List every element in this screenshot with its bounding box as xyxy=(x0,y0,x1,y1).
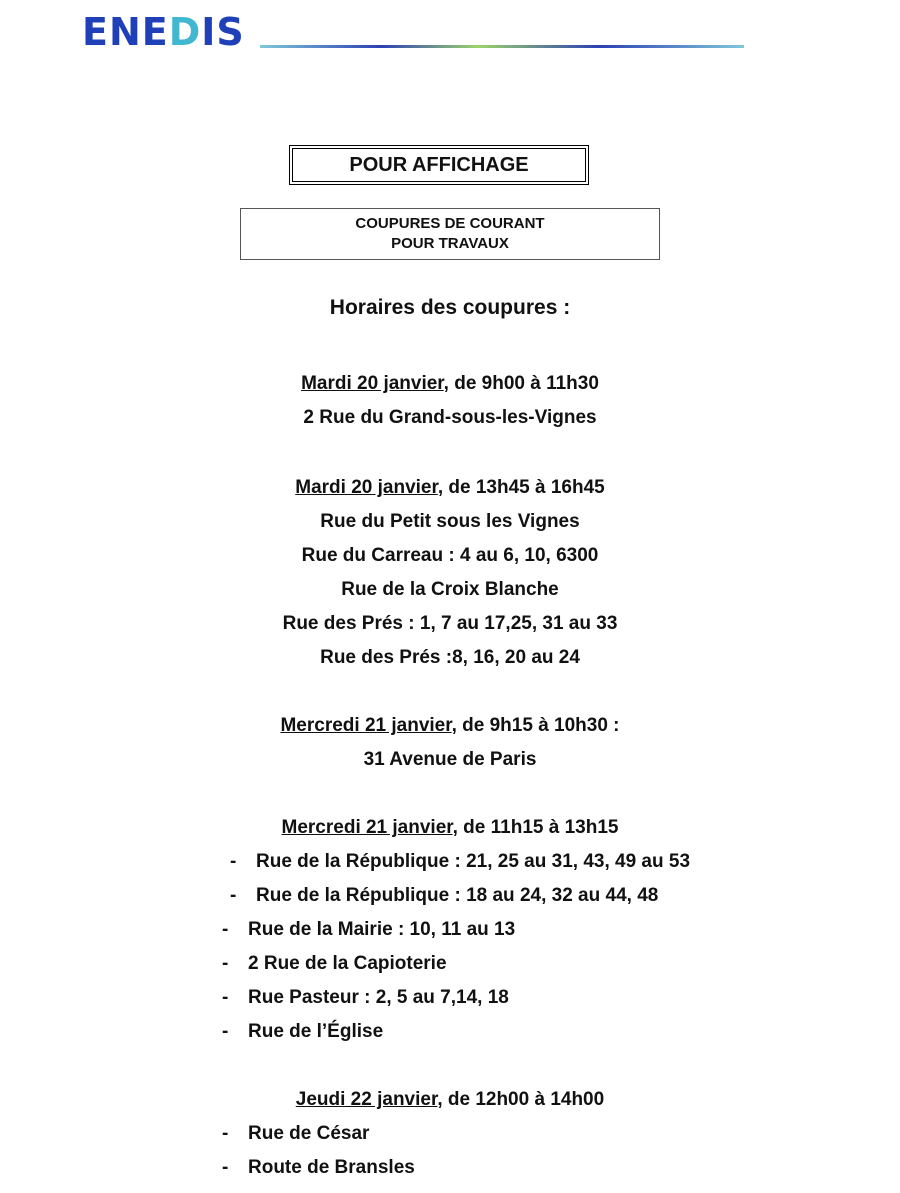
section-1-time: , de 9h00 à 11h30 xyxy=(443,373,599,394)
list-item xyxy=(222,918,515,942)
header-rule xyxy=(260,45,744,48)
section-5-heading xyxy=(0,1088,900,1112)
list-item xyxy=(230,884,658,908)
list-dash: - xyxy=(222,1157,229,1178)
notice-box-label: POUR AFFICHAGE xyxy=(349,153,529,176)
list-dash: - xyxy=(230,851,237,872)
section-2-line-2: Rue du Carreau : 4 au 6, 10, 6300 xyxy=(301,545,599,566)
list-item-text: Rue de la République : 18 au 24, 32 au 44, 48 xyxy=(256,885,659,906)
enedis-logo: ENEDIS xyxy=(82,10,245,54)
section-1-date: Mardi 20 janvier xyxy=(301,373,444,394)
section-2-line-5: Rue des Prés :8, 16, 20 au 24 xyxy=(320,647,580,668)
section-2-date: Mardi 20 janvier xyxy=(295,477,438,498)
list-item xyxy=(222,1156,415,1180)
section-1-line-1: 2 Rue du Grand-sous-les-Vignes xyxy=(303,407,597,428)
list-item-text: Rue de l’Église xyxy=(248,1021,384,1042)
list-item xyxy=(222,1020,383,1044)
list-item-text: Route de Bransles xyxy=(248,1157,415,1178)
list-item-text: Rue de la Mairie : 10, 11 au 13 xyxy=(248,919,516,940)
section-2-line-3: Rue de la Croix Blanche xyxy=(341,579,559,600)
section-2-line-4: Rue des Prés : 1, 7 au 17,25, 31 au 33 xyxy=(282,613,618,634)
section-5-time: , de 12h00 à 14h00 xyxy=(437,1089,605,1110)
list-item-text: Rue de la République : 21, 25 au 31, 43, 49 au 53 xyxy=(256,851,691,872)
list-dash: - xyxy=(222,919,229,940)
section-2-time: , de 13h45 à 16h45 xyxy=(437,477,605,498)
list-item xyxy=(222,1122,369,1146)
header xyxy=(82,12,744,52)
list-item-text: Rue de César xyxy=(248,1123,370,1144)
list-dash: - xyxy=(222,1123,229,1144)
subject-line-1: COUPURES DE COURANT xyxy=(355,215,545,232)
notice-box xyxy=(289,145,589,185)
section-3-time: , de 9h15 à 10h30 : xyxy=(451,715,620,736)
section-1-heading xyxy=(0,372,900,396)
section-5-date: Jeudi 22 janvier xyxy=(295,1089,438,1110)
list-item xyxy=(230,850,690,874)
list-item xyxy=(222,986,509,1010)
list-dash: - xyxy=(230,885,237,906)
list-item xyxy=(222,952,447,976)
section-4-date: Mercredi 21 janvier xyxy=(281,817,453,838)
page-title: Horaires des coupures : xyxy=(329,296,571,319)
section-4-heading xyxy=(0,816,900,840)
section-3-line-1: 31 Avenue de Paris xyxy=(363,749,537,770)
subject-line-2: POUR TRAVAUX xyxy=(391,235,509,252)
list-item-text: Rue Pasteur : 2, 5 au 7,14, 18 xyxy=(248,987,509,1008)
section-3-heading xyxy=(0,714,900,738)
section-2-line-1: Rue du Petit sous les Vignes xyxy=(320,511,580,532)
list-dash: - xyxy=(222,953,229,974)
list-item-text: 2 Rue de la Capioterie xyxy=(248,953,447,974)
list-dash: - xyxy=(222,987,229,1008)
subject-box xyxy=(240,208,660,260)
section-2-heading xyxy=(0,476,900,500)
list-dash: - xyxy=(222,1021,229,1042)
section-3-date: Mercredi 21 janvier xyxy=(280,715,452,736)
section-4-time: , de 11h15 à 13h15 xyxy=(452,817,619,838)
